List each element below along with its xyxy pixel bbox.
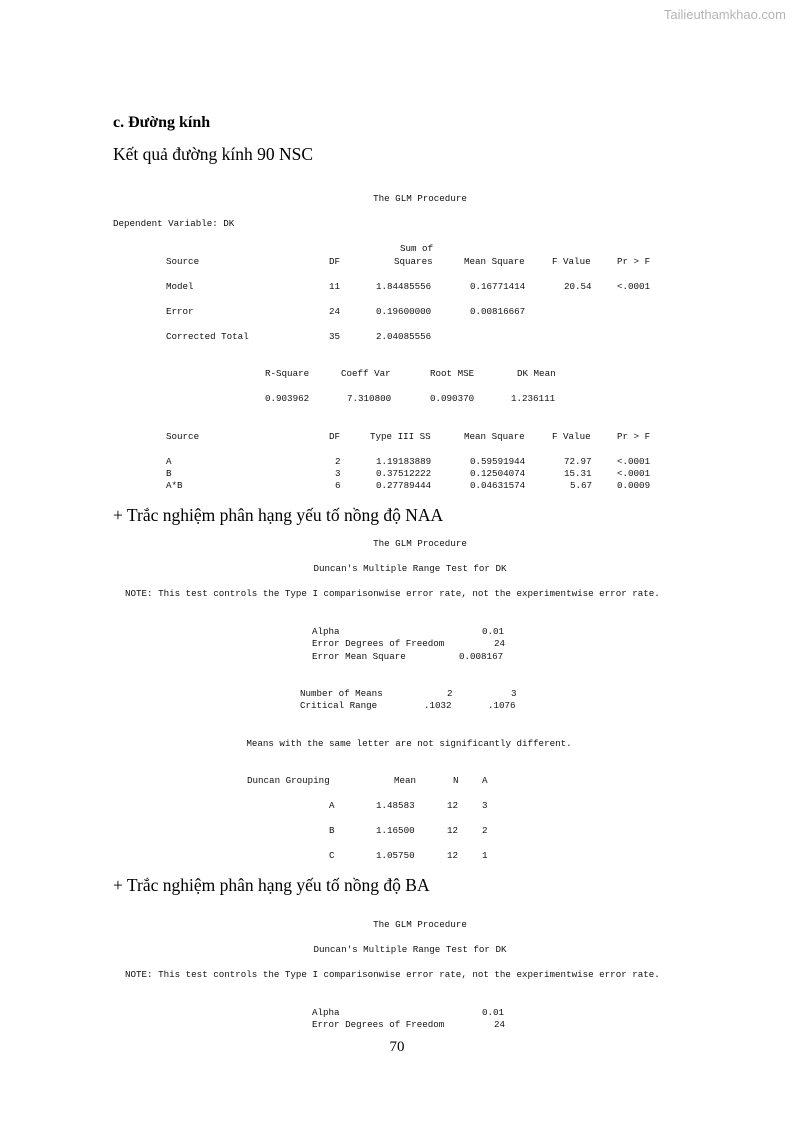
ba-duncan-title: Duncan's Multiple Range Test for DK — [313, 944, 507, 955]
anova-row-source: Corrected Total — [166, 331, 249, 342]
effect-f: 15.31 — [564, 468, 592, 479]
effect-p: <.0001 — [617, 456, 651, 467]
effect-source: A*B — [166, 480, 183, 491]
naa-group-level: 1 — [482, 850, 488, 861]
ba-edf-value: 24 — [494, 1019, 506, 1030]
anova-row-source: Error — [166, 306, 194, 317]
naa-group-letter: A — [329, 800, 335, 811]
naa-duncan-title: Duncan's Multiple Range Test for DK — [313, 563, 507, 574]
naa-grp-header-a: A — [482, 775, 488, 786]
col-mean-square: Mean Square — [464, 256, 525, 267]
anova-row-df: 35 — [329, 331, 341, 342]
naa-note: NOTE: This test controls the Type I comparisonwise error rate, not the experimentwise error rate. — [125, 588, 660, 599]
fit-header-coeffvar: Coeff Var — [341, 368, 391, 379]
ba-edf-label: Error Degrees of Freedom — [312, 1019, 445, 1030]
effect-p: 0.0009 — [617, 480, 651, 491]
naa-nmeans-3: 3 — [511, 688, 517, 699]
naa-grp-header-n: N — [453, 775, 459, 786]
effect-df: 2 — [335, 456, 341, 467]
effect-f: 72.97 — [564, 456, 592, 467]
ba-heading: + Trắc nghiệm phân hạng yếu tố nồng độ BA — [113, 875, 430, 895]
naa-grp-header-mean: Mean — [394, 775, 417, 786]
naa-group-mean: 1.16500 — [376, 825, 415, 836]
naa-group-n: 12 — [447, 800, 459, 811]
naa-crit-label: Critical Range — [300, 700, 378, 711]
result-title: Kết quả đường kính 90 NSC — [113, 144, 314, 164]
col-f-value: F Value — [552, 431, 591, 442]
anova-row-df: 11 — [329, 281, 341, 292]
naa-group-letter: C — [329, 850, 335, 861]
fit-header-dkmean: DK Mean — [517, 368, 556, 379]
effect-ms: 0.12504074 — [470, 468, 526, 479]
effect-ss: 1.19183889 — [376, 456, 432, 467]
fit-header-rootmse: Root MSE — [430, 368, 475, 379]
col-df: DF — [329, 256, 341, 267]
fit-header-rsquare: R-Square — [265, 368, 310, 379]
sum-of-header: Sum of — [400, 243, 434, 254]
naa-crit-2: .1032 — [424, 700, 452, 711]
naa-group-level: 3 — [482, 800, 488, 811]
col-f-value: F Value — [552, 256, 591, 267]
naa-edf-label: Error Degrees of Freedom — [312, 638, 445, 649]
naa-nmeans-2: 2 — [447, 688, 453, 699]
effect-source: A — [166, 456, 172, 467]
col-squares: Squares — [394, 256, 433, 267]
effect-ss: 0.37512222 — [376, 468, 432, 479]
ba-alpha-value: 0.01 — [482, 1007, 505, 1018]
watermark: Tailieuthamkhao.com — [663, 7, 786, 22]
anova-row-ss: 2.04085556 — [376, 331, 432, 342]
naa-group-level: 2 — [482, 825, 488, 836]
ba-note: NOTE: This test controls the Type I comparisonwise error rate, not the experimentwise error rate. — [125, 969, 660, 980]
naa-grp-header-grouping: Duncan Grouping — [247, 775, 330, 786]
col-source: Source — [166, 256, 200, 267]
dependent-variable: Dependent Variable: DK — [113, 218, 235, 229]
naa-heading: + Trắc nghiệm phân hạng yếu tố nồng độ NAA — [113, 505, 444, 525]
effect-source: B — [166, 468, 172, 479]
ba-alpha-label: Alpha — [312, 1007, 340, 1018]
effect-f: 5.67 — [570, 480, 593, 491]
naa-group-n: 12 — [447, 850, 459, 861]
effect-df: 6 — [335, 480, 341, 491]
effect-ss: 0.27789444 — [376, 480, 432, 491]
anova-row-f: 20.54 — [564, 281, 592, 292]
effect-ms: 0.04631574 — [470, 480, 526, 491]
anova-row-ms: 0.16771414 — [470, 281, 526, 292]
col-pr-f: Pr > F — [617, 431, 651, 442]
naa-alpha-value: 0.01 — [482, 626, 505, 637]
anova-row-p: <.0001 — [617, 281, 651, 292]
effect-p: <.0001 — [617, 468, 651, 479]
anova-row-ss: 1.84485556 — [376, 281, 432, 292]
fit-value-rootmse: 0.090370 — [430, 393, 475, 404]
naa-group-mean: 1.48583 — [376, 800, 415, 811]
naa-alpha-label: Alpha — [312, 626, 340, 637]
page-number: 70 — [389, 1039, 405, 1055]
col-source: Source — [166, 431, 200, 442]
anova-row-df: 24 — [329, 306, 341, 317]
fit-value-dkmean: 1.236111 — [511, 393, 556, 404]
anova-row-ms: 0.00816667 — [470, 306, 526, 317]
naa-ems-label: Error Mean Square — [312, 651, 406, 662]
fit-value-rsquare: 0.903962 — [265, 393, 310, 404]
naa-crit-3: .1076 — [488, 700, 516, 711]
col-mean-square: Mean Square — [464, 431, 525, 442]
glm-procedure-title: The GLM Procedure — [373, 193, 467, 204]
naa-edf-value: 24 — [494, 638, 506, 649]
section-title: c. Đường kính — [113, 114, 211, 131]
ba-procedure-title: The GLM Procedure — [373, 919, 467, 930]
naa-nmeans-label: Number of Means — [300, 688, 383, 699]
col-pr-f: Pr > F — [617, 256, 651, 267]
naa-ems-value: 0.008167 — [459, 651, 504, 662]
naa-same-letter-note: Means with the same letter are not significantly different. — [246, 738, 572, 749]
effect-ms: 0.59591944 — [470, 456, 526, 467]
fit-value-coeffvar: 7.310800 — [347, 393, 392, 404]
anova-row-source: Model — [166, 281, 194, 292]
naa-group-n: 12 — [447, 825, 459, 836]
naa-group-letter: B — [329, 825, 335, 836]
naa-group-mean: 1.05750 — [376, 850, 415, 861]
naa-procedure-title: The GLM Procedure — [373, 538, 467, 549]
anova-row-ss: 0.19600000 — [376, 306, 432, 317]
col-type3-ss: Type III SS — [370, 431, 431, 442]
effect-df: 3 — [335, 468, 341, 479]
col-df: DF — [329, 431, 341, 442]
